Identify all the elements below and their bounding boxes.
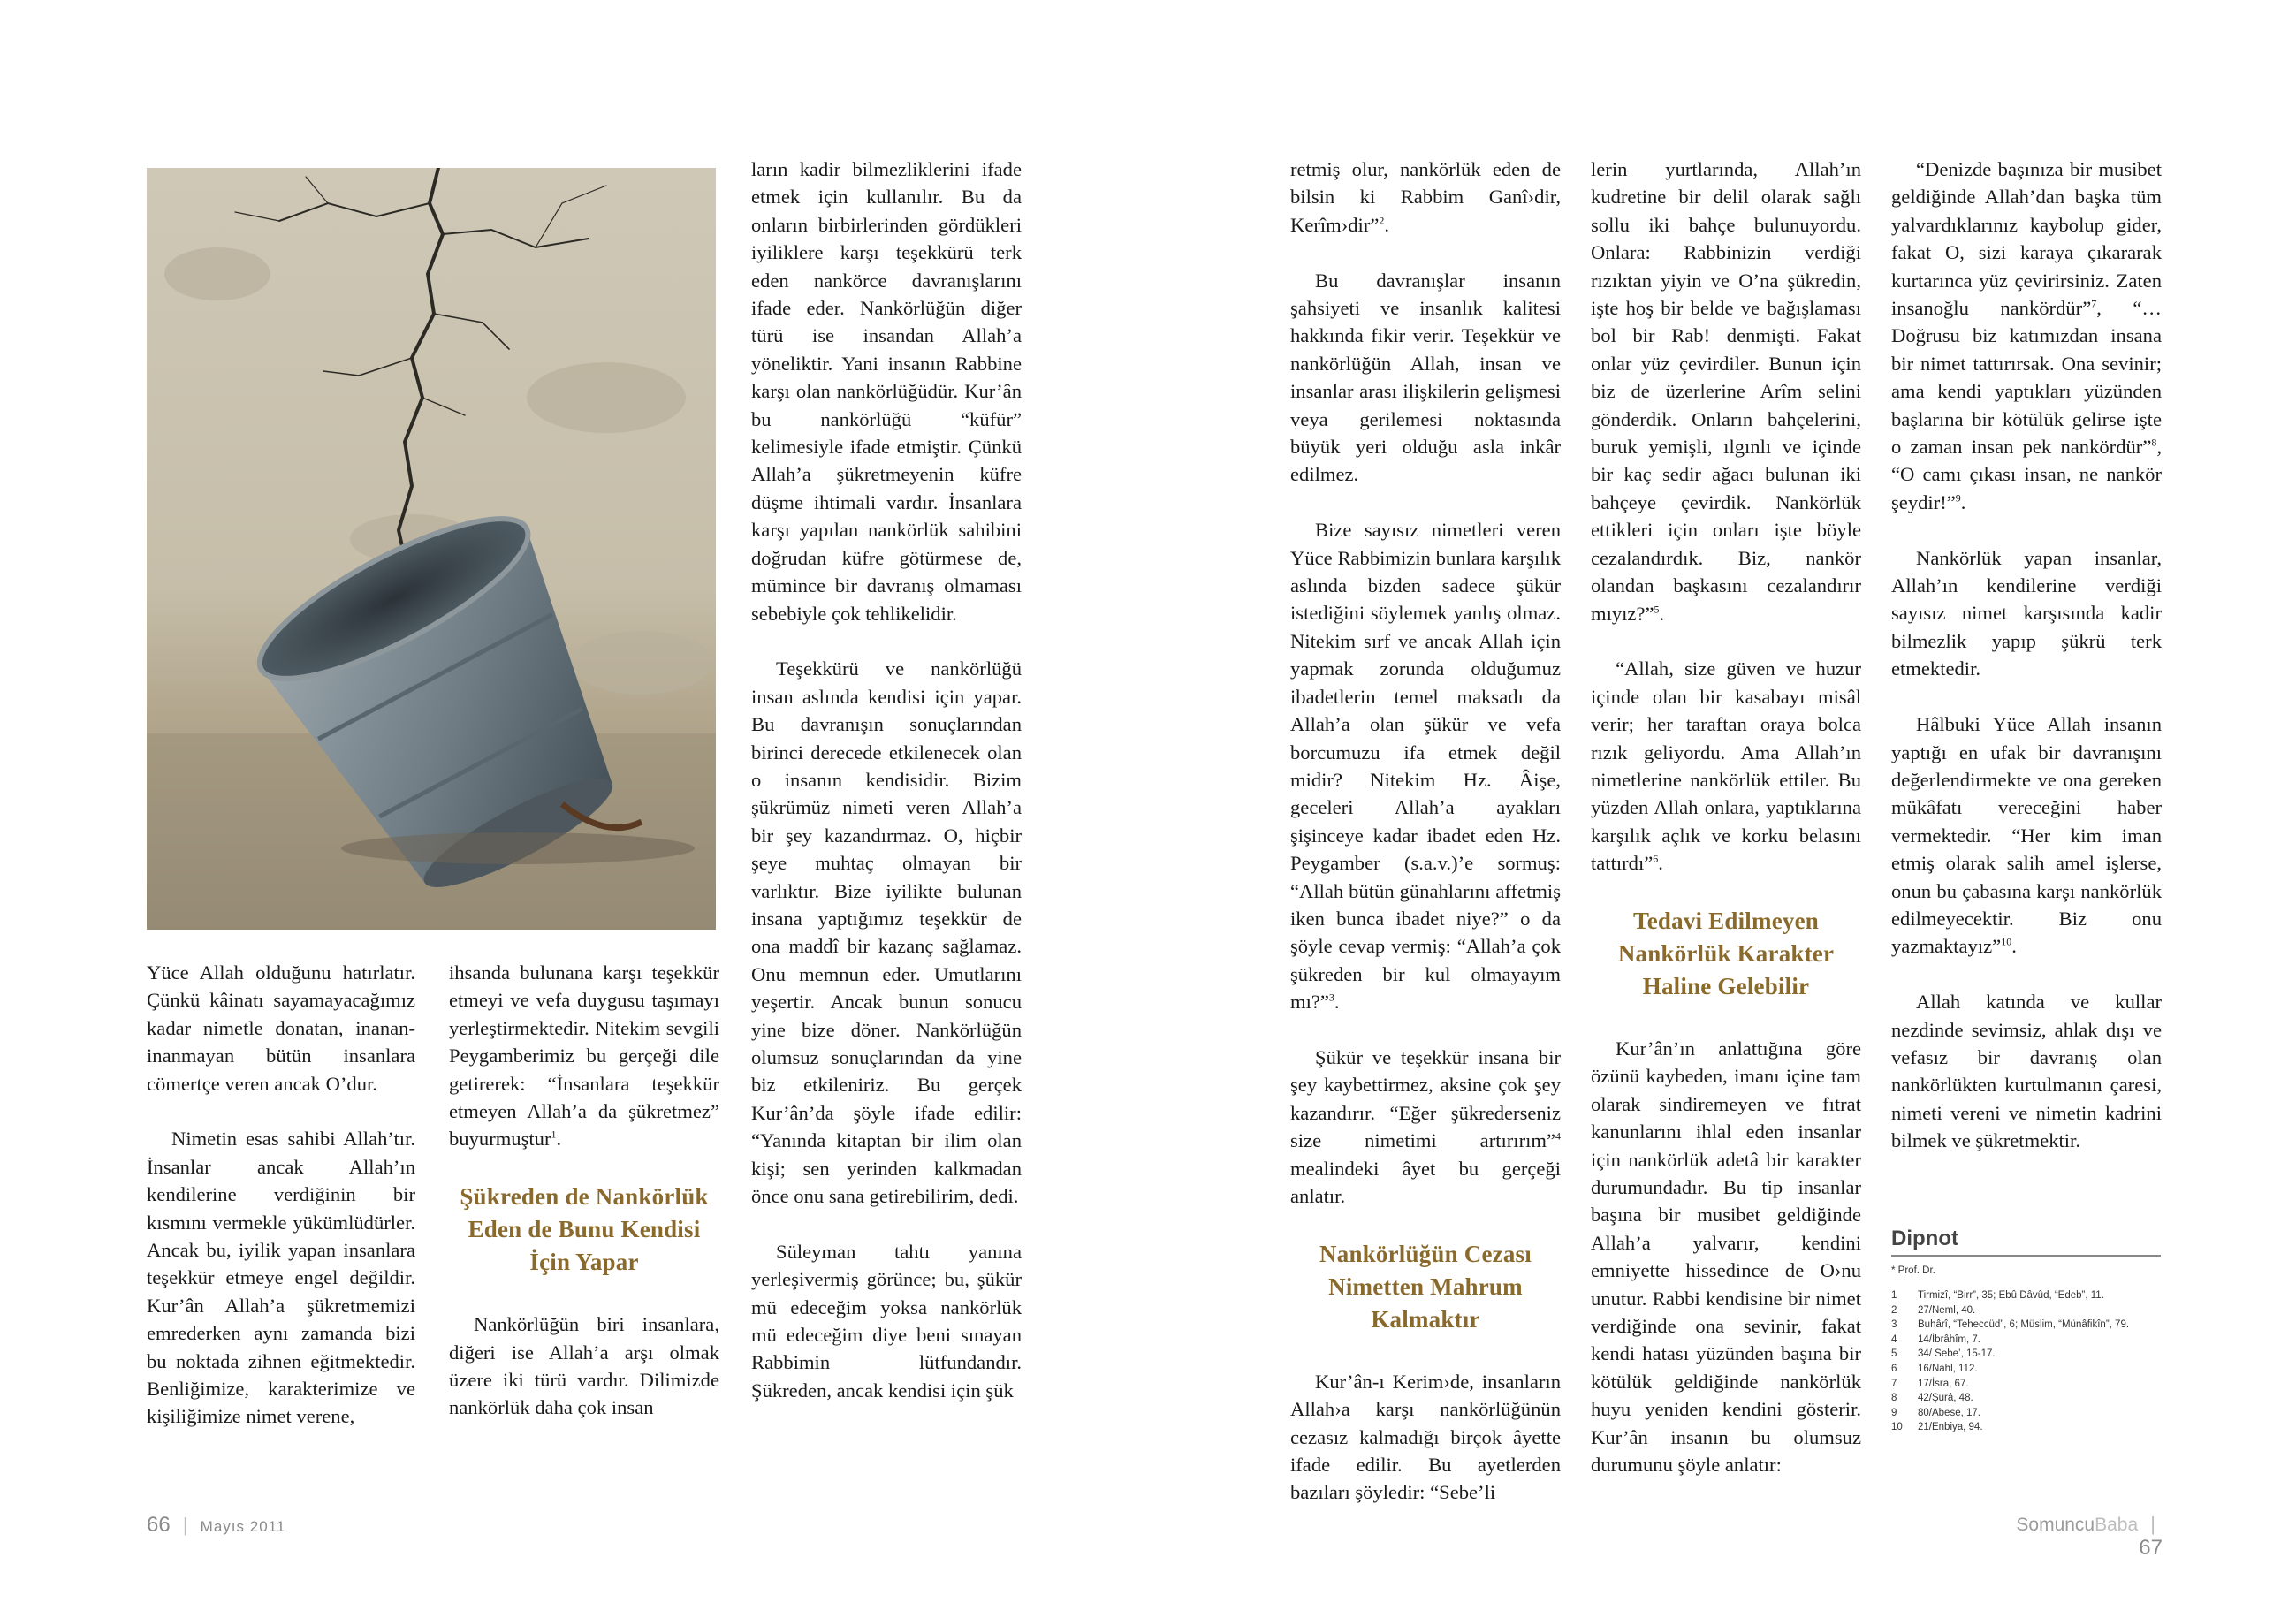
photo-illustration xyxy=(147,168,716,930)
section-heading: Nankörlüğün Cezası Nimetten Mahrum Kalmaktır xyxy=(1319,1240,1532,1333)
paragraph: Nimetin esas sahibi Allah’tır. İnsanlar ancak Allah’ın kendilerine verdiğinin bir kısmını vermekle yükümlüdürler. Ancak bu, iyilik yapan insanlara teşekkür etmeye engel değildir. Kur’ân Allah’a şükretmemizi emrederken aynı zamanda bizi bu noktada zihnen eğitmektedir. Benliğimize, karakterimize ve kişiliğimize nimet verene, xyxy=(147,1128,415,1428)
paragraph: Teşekkürü ve nankörlüğü insan aslında kendisi için yapar. Bu davranışın sonuçlarından birinci derecede etkilenecek olan o insanın kendisidir. Bizim şükrümüz nimeti veren Allah’a bir şey kazandırmaz. O, hiçbir şeye muhtaç olmayan bir varlıktır. Bize iyilikte bulunan insana yaptığımız teşekkür de ona maddî bir kazanç sağlamaz. Onu memnun eder. Umutlarını yeşertir. Ancak bunun sonucu yine bize döner. Nankörlüğün olumsuz sonuçlarından da yine biz etkileniriz. Bu gerçek Kur’ân’da şöyle ifade edilir: “Yanında kitaptan bir ilim olan kişi; sen yerinden kalkmadan önce onu sana getirebilirim, dedi. xyxy=(751,657,1022,1208)
issue-date: Mayıs 2011 xyxy=(200,1518,286,1535)
paragraph: “Allah, size güven ve huzur içinde olan bir kasabayı misâl verir; her taraftan oraya bolca rızık geliyordu. Ama Allah’ın nimetlerine nankörlük ettiler. Bu yüzden Allah onlara, yaptıklarına karşılık açlık ve korku belasını tattırdı”$^6$. xyxy=(1591,657,1861,875)
left-col-3 xyxy=(751,156,1022,1404)
footnote-ref: 10 xyxy=(2001,935,2012,948)
footnote-item xyxy=(1891,1420,2162,1435)
footnote-number: 6 xyxy=(1891,1363,1897,1374)
footnote-item xyxy=(1891,1303,2162,1318)
right-col-1 xyxy=(1290,156,1561,1507)
footnote-ref: 4 xyxy=(1555,1129,1561,1143)
left-folio xyxy=(147,1513,285,1538)
footnote-text: 16/Nahl, 112. xyxy=(1918,1363,1978,1374)
paragraph: retmiş olur, nankörlük eden de bilsin ki Rabbim Ganî›dir, Kerîm›dir”$^2$. xyxy=(1290,158,1561,236)
footnote-ref: 5 xyxy=(1654,602,1660,615)
right-col-3 xyxy=(1891,156,2162,1155)
footnote-number: 4 xyxy=(1891,1333,1897,1345)
footnote-item xyxy=(1891,1362,2162,1377)
footnote-text: 42/Şurâ, 48. xyxy=(1918,1393,1973,1404)
footnote-number: 7 xyxy=(1891,1378,1897,1389)
footnote-number: 1 xyxy=(1891,1290,1897,1301)
footnote-ref: 2 xyxy=(1379,214,1385,227)
paragraph: Şükür ve teşekkür insana bir şey kaybettirmez, aksine çok şey kazandırır. “Eğer şükrederseniz size nimetimi artırırım”$^4$ mealindeki âyet bu gerçeği anlatır. xyxy=(1290,1045,1561,1207)
paragraph: Hâlbuki Yüce Allah insanın yaptığı en ufak bir davranışını değerlendirmekte ve ona gereken mükâfatı vereceğini haber vermektedir. “Her kim iman etmiş olarak salih amel işlerse, onun bu çabasına karşı nankörlük edilmeyecektir. Biz onu yazmaktayız”$^{10}$. xyxy=(1891,713,2162,958)
paragraph: Süleyman tahtı yanına yerleşivermiş görünce; bu, şükür mü edeceğim yoksa nankörlük mü edeceğim diye beni sınayan Rabbimin lütfundandır. Şükreden, ancak kendisi için şük xyxy=(751,1240,1022,1402)
right-col-2 xyxy=(1591,156,1861,1478)
footnote-number: 5 xyxy=(1891,1348,1897,1360)
paragraph: Yüce Allah olduğunu hatırlatır. Çünkü kâinatı sayamayacağımız kadar nimetle donatan, inanan-inanmayan bütün insanlara cömertçe veren ancak O’dur. xyxy=(147,961,415,1095)
paragraph: Nankörlüğün biri insanlara, diğeri ise Allah’a arşı olmak üzere iki türü vardır. Dilimizde nankörlük daha çok insan xyxy=(449,1313,719,1419)
left-col-2 xyxy=(449,959,719,1422)
footnote-ref: 7 xyxy=(2091,297,2097,310)
footnote-list xyxy=(1891,1288,2162,1435)
footnote-item xyxy=(1891,1347,2162,1362)
paragraph: Bu davranışlar insanın şahsiyeti ve insanlık kalitesi hakkında fikir verir. Teşekkür ve nankörlüğün Allah, insan ve insanlar arası ilişkilerin gelişmesi veya gerilemesi noktasında büyük yeri olduğu asla inkâr edilmez. xyxy=(1290,269,1561,486)
folio-divider: | xyxy=(2150,1513,2155,1535)
cracked-wall-bucket-photo xyxy=(147,168,716,930)
footnote-number: 3 xyxy=(1891,1319,1897,1331)
footnote-item xyxy=(1891,1288,2162,1303)
footnote-number: 2 xyxy=(1891,1304,1897,1316)
paragraph: ihsanda bulunana karşı teşekkür etmeyi ve vefa duygusu taşımayı yerleştirmektedir. Nitekim sevgili Peygamberimiz bu gerçeği dile getirerek: “İnsanlara teşekkür etmeyen Allah’a da şükretmez” buyurmuştur$^1$. xyxy=(449,961,719,1151)
footnote-text: 17/İsra, 67. xyxy=(1918,1378,1969,1389)
footnote-text: 27/Neml, 40. xyxy=(1918,1304,1976,1316)
footnote-text: Buhârî, “Teheccüd”, 6; Müslim, “Münâfikîn”, 79. xyxy=(1918,1319,2130,1331)
footnote-number: 9 xyxy=(1891,1407,1897,1418)
footnote-ref: 8 xyxy=(2151,436,2157,449)
footnote-item xyxy=(1891,1333,2162,1348)
footnote-ref: 3 xyxy=(1328,991,1334,1004)
right-folio xyxy=(1999,1513,2163,1561)
paragraph: Kur’ân’ın anlattığına göre özünü kaybeden, imanı içine tam olarak sindiremeyen ve fıtrat kanunlarını ihlal eden insanlar için nankörlük adetâ bir karakter durumundadır. Bu tip insanlar başına bir musibet geldiğinde Allah’a yalvarır, kendini emniyette hissedince de O›nu unutur. Rabbi kendisine bir nimet verdiğinde ona sevinir, fakat kendi hatası yüzünden başına bir kötülük geldiğinde nankörlük huyu yeniden kendini gösterir. Kur’ân insanın bu olumsuz durumunu şöyle anlatır: xyxy=(1591,1037,1861,1477)
footnote-text: 14/İbrâhîm, 7. xyxy=(1918,1333,1980,1345)
footnote-text: 80/Abese, 17. xyxy=(1918,1407,1980,1418)
author-note: * Prof. Dr. xyxy=(1891,1265,1935,1276)
paragraph: Kur’ân-ı Kerim›de, insanların Allah›a karşı nankörlüğünün cezasız kalmadığı birçok âyette ifade edilir. Bu ayetlerden bazıları şöyledir: “Sebe’li xyxy=(1290,1370,1561,1504)
footnotes xyxy=(1891,1227,2162,1435)
footnote-ref: 9 xyxy=(1955,491,1961,505)
section-heading: Tedavi Edilmeyen Nankörlük Karakter Haline Gelebilir xyxy=(1617,907,1835,999)
footnote-item xyxy=(1891,1406,2162,1421)
footnote-item xyxy=(1891,1318,2162,1333)
paragraph: lerin yurtlarında, Allah’ın kudretine bir delil olarak sağlı sollu iki bahçe bulunuyordu. Onlara: Rabbinizin verdiği rızıktan yiyin ve O’na şükredin, işte hoş bir belde ve bağışlaması bol bir Rab! denmişti. Fakat onlar yüz çevirdiler. Bunun için biz de üzerlerine Arîm selini gönderdik. Onların bahçelerini, buruk yemişli, ılgınlı ve içinde bir kaç sedir ağacı bulunan iki bahçeye çevirdik. Nankörlük ettikleri için onları işte böyle cezalandırdık. Biz, nankör olandan başkasını cezalandırır mıyız?”$^5$. xyxy=(1591,158,1861,625)
footnote-text: 34/ Sebe’, 15-17. xyxy=(1918,1348,1996,1360)
footnote-text: Tirmizî, “Birr”, 35; Ebû Dâvûd, “Edeb”, 11. xyxy=(1918,1290,2104,1301)
footnote-number: 8 xyxy=(1891,1393,1897,1404)
footnote-text: 21/Enbiya, 94. xyxy=(1918,1422,1983,1433)
footnote-item xyxy=(1891,1391,2162,1406)
footnote-number: 10 xyxy=(1891,1422,1903,1433)
left-col-1 xyxy=(147,959,415,1431)
paragraph: Allah katında ve kullar nezdinde sevimsiz, ahlak dışı ve vefasız bir davranış olan nankörlükten kurtulmanın çaresi, nimeti vereni ve nimetin kadrini bilmek ve şükretmektir. xyxy=(1891,991,2162,1152)
section-heading: Şükreden de Nankörlük Eden de Bunu Kendisi İçin Yapar xyxy=(460,1183,709,1276)
page-number: 66 xyxy=(147,1513,171,1537)
footnote-ref: 1 xyxy=(551,1128,557,1141)
paragraph: Bize sayısız nimetleri veren Yüce Rabbimizin bunlara karşılık aslında bizden sadece şükür istediğini söylemek yanlış olmaz. Nitekim sırf ve ancak Allah için yapmak zorunda olduğumuz ibadetlerin temel maksadı da Allah’a olan şükür ve vefa borcumuzu ifa etmek değil midir? Nitekim Hz. Âişe, geceleri Allah’a ayakları şişinceye kadar ibadet eden Hz. Peygamber (s.a.v.)’e sormuş: “Allah bütün günahlarını affetmiş iken bunca ibadet niye?” o da şöyle cevap vermiş: “Allah’a çok şükreden bir kul olmayayım mı?”$^3$. xyxy=(1290,519,1561,1014)
magazine-logo: SomuncuBaba xyxy=(2016,1515,2139,1535)
folio-divider: | xyxy=(182,1514,188,1536)
footnote-item xyxy=(1891,1377,2162,1392)
paragraph: “Denizde başınıza bir musibet geldiğinde Allah’dan başka tüm yalvardıklarınız kaybolup gider, fakat O, sizi karaya çıkararak kurtarınca yüz çevirirsiniz. Zaten insanoğlu nankördür”$^7$, “…Doğrusu biz katımızdan insana bir nimet tattırırsak. Ona sevinir; ama kendi yaptıkları yüzünden başlarına bir kötülük gelirse işte o zaman insan pek nankördür”$^8$, “O camı çıkası insan, ne nankör şeydir!”$^9$. xyxy=(1891,158,2162,513)
paragraph: ların kadir bilmezliklerini ifade etmek için kullanılır. Bu da onların birbirlerinden gördükleri iyiliklere karşı teşekkürü terk eden nankörce davranışlarını ifade eder. Nankörlüğün diğer türü ise insandan Allah’a yöneliktir. Yani insanın Rabbine karşı olan nankörlüğüdür. Kur’ân bu nankörlüğü “küfür” kelimesiyle ifade etmiştir. Çünkü Allah’a şükretmeyenin küfre düşme ihtimali vardır. İnsanlara karşı yapılan nankörlük sahibini doğrudan küfre götürmese de, mümince bir davranış olmaması sebebiyle çok tehlikelidir. xyxy=(751,158,1022,625)
page-number: 67 xyxy=(2139,1536,2163,1560)
footnote-ref: 6 xyxy=(1653,852,1659,865)
footnotes-title: Dipnot xyxy=(1891,1227,2161,1257)
paragraph: Nankörlük yapan insanlar, Allah’ın kendilerine verdiği sayısız nimet karşısında kadir bilmezlik yapıp şükrü terk etmektedir. xyxy=(1891,546,2162,680)
